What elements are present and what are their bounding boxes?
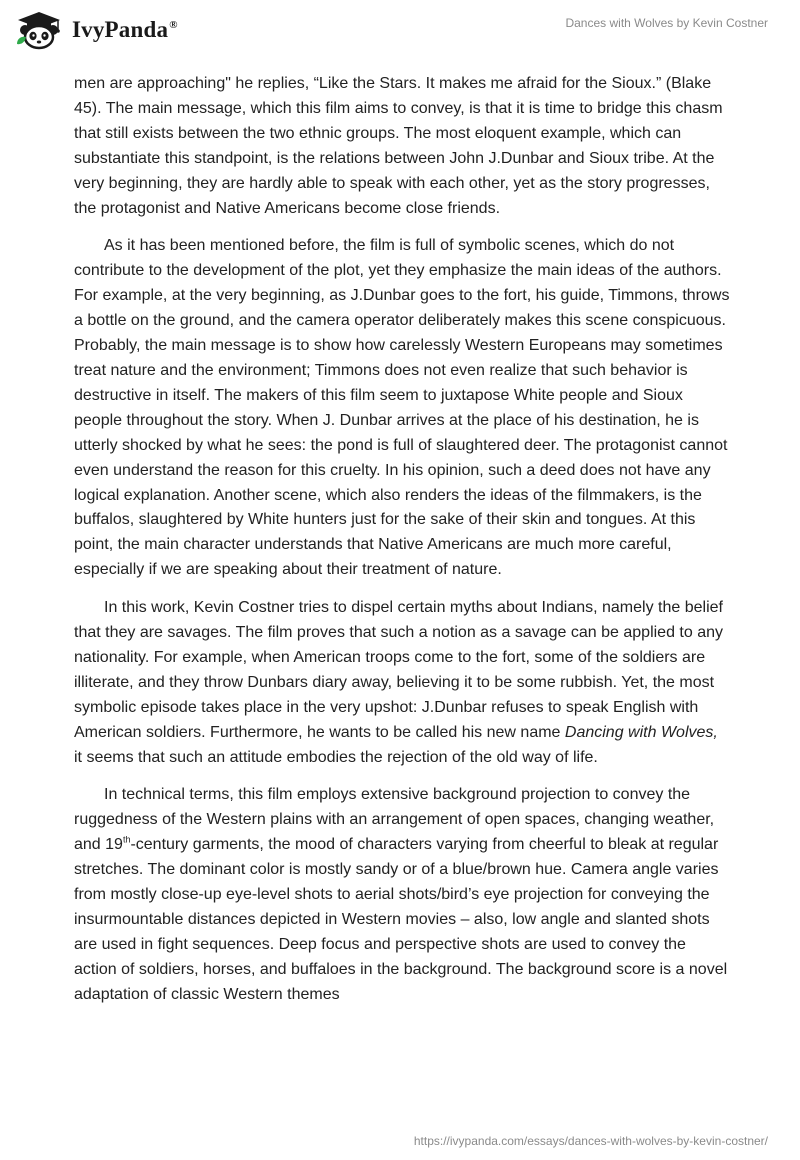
paragraph-4-text-a: In technical terms, this film employs extensive background projection to convey the ruggedness of the Western plains with an arrangement of open spaces, changing weather, and 19 <box>74 786 715 854</box>
essay-body <box>74 72 730 1021</box>
brand-name: IvyPanda® <box>72 17 178 42</box>
paragraph-4 <box>74 783 730 1007</box>
paragraph-4-text-b: -century garments, the mood of characters varying from cheerful to bleak at regular stretches. The dominant color is mostly sandy or of a blue/brown hue. Camera angle varies from mostly close-up eye-level shots to aerial shots/bird’s eye projection for conveying the insurmountable distances depicted in Western movies – also, low angle and slanted shots are used in fight sequences. Deep focus and perspective shots are used to convey the action of soldiers, horses, and buffaloes in the background. The background score is a novel adaptation of classic Western themes <box>74 836 728 1003</box>
document-title: Dances with Wolves by Kevin Costner <box>565 16 768 30</box>
paragraph-1: men are approaching" he replies, “Like the Stars. It makes me afraid for the Sioux.” (Blake 45). The main message, which this film aims to convey, is that it is time to bridge this chasm that still exists between the two ethnic groups. The most eloquent example, which can substantiate this standpoint, is the relations between John J.Dunbar and Sioux tribe. At the very beginning, they are hardly able to speak with each other, yet as the story progresses, the protagonist and Native Americans become close friends. <box>74 75 723 217</box>
paragraph-3-text-a: In this work, Kevin Costner tries to dispel certain myths about Indians, namely the belief that they are savages. The film proves that such a notion as a savage can be applied to any nationality. For example, when American troops come to the fort, some of the soldiers are illiterate, and they throw Dunbars diary away, believing it to be some rubbish. Yet, the most symbolic episode takes place in the very upshot: J.Dunbar refuses to speak English with American soldiers. Furthermore, he wants to be called his new name <box>74 599 723 741</box>
paragraph-3-text-b: it seems that such an attitude embodies the rejection of the old way of life. <box>74 748 598 766</box>
paragraph-3 <box>74 596 730 770</box>
ordinal-superscript: th <box>122 834 131 845</box>
film-title-italic: Dancing with Wolves, <box>564 723 718 741</box>
source-url[interactable]: https://ivypanda.com/essays/dances-with-wolves-by-kevin-costner/ <box>413 1134 768 1148</box>
page-header <box>0 0 800 70</box>
paragraph-2: As it has been mentioned before, the film is full of symbolic scenes, which do not contribute to the development of the plot, yet they emphasize the main ideas of the authors. For example, at the very beginning, as J.Dunbar goes to the fort, his guide, Timmons, throws a bottle on the ground, and the camera operator deliberately makes this scene conspicuous. Probably, the main message is to show how carelessly Western Europeans may sometimes treat nature and the environment; Timmons does not even realize that such behavior is destructive in itself. The makers of this film seem to juxtapose White people and Sioux people throughout the story. When J. Dunbar arrives at the place of his destination, he is utterly shocked by what he sees: the pond is full of slaughtered deer. The protagonist cannot even understand the reason for this cruelty. In his opinion, such a deed does not have any logical explanation. Another scene, which also renders the ideas of the filmmakers, is the buffalos, slaughtered by White hunters just for the sake of their skin and tongues. At this point, the main character understands that Native Americans are much more careful, especially if we are speaking about their treatment of nature. <box>74 237 730 579</box>
ivypanda-logo[interactable] <box>14 10 178 50</box>
panda-graduate-icon <box>14 10 64 50</box>
